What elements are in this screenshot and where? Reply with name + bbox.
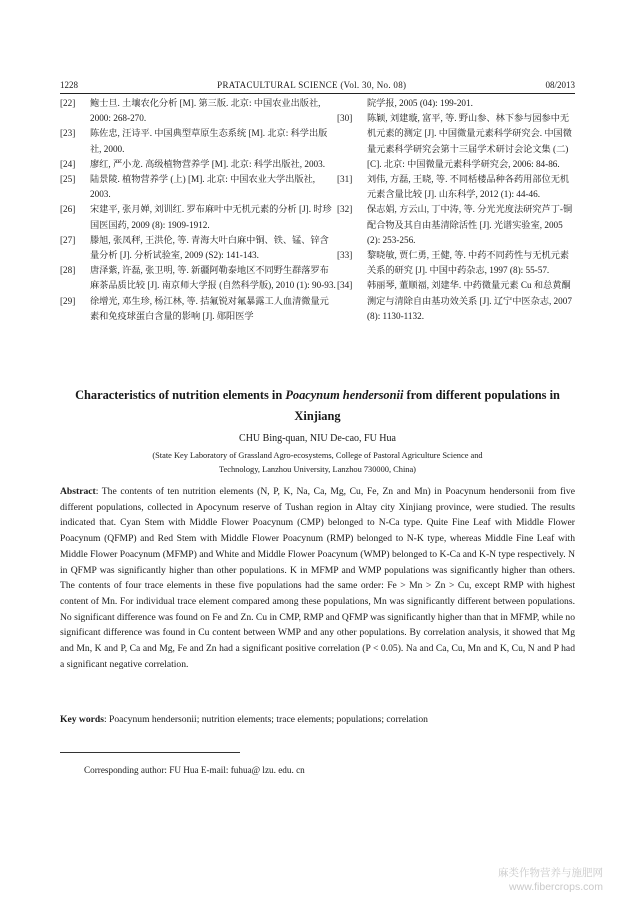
- page-number: 1228: [60, 80, 78, 90]
- reference-item: [26] 宋建平, 张月婵, 刘训红. 罗布麻叶中无机元素的分析 [J]. 时珍国医国药, 2009 (8): 1909-1912.: [60, 204, 332, 230]
- keywords-label: Key words: [60, 714, 104, 725]
- paper-title: Characteristics of nutrition elements in Poacynum hendersonii from different populations in Xinjiang: [75, 388, 560, 423]
- abstract: [60, 484, 575, 672]
- keywords: [60, 712, 575, 727]
- references-right-column: [337, 96, 575, 324]
- reference-item: [24] 廖红, 严小龙. 高级植物营养学 [M]. 北京: 科学出版社, 2003.: [60, 158, 326, 169]
- corresponding-author-note: Corresponding author: FU Hua E-mail: fuhua@ lzu. edu. cn: [84, 765, 305, 775]
- abstract-text: : The contents of ten nutrition elements (N, P, K, Na, Ca, Mg, Cu, Fe, Zn and Mn) in Poacynum hendersonii from five different populations, collected in Apocynum reserve of Tushan region in Altay city Xinjiang province, were studied. The results indicated that. Cyan Stem with Middle Flower Poacynum (CMP) belonged to N-Ca type. Quite Fine Leaf with Middle Flower Poacynum (QFMP) and Red Stem with Middle Flower Poacynum (RMP) belonged to N-K type, whereas Middle Fine Leaf with Middle Flower Poacynum (MFMP) and White and Middle Flower Poacynum (WMP) belonged to K-Ca and K-N type respectively. N in QFMP was significantly higher than other populations. K in MFMP and WMP populations was significantly higher than others. The contents of four trace elements in these five populations had the same order: Fe > Mn > Zn > Cu, except RMP with highest content of Mn. For individual trace element compared among these populations, Mn was significantly different between populations. No significant difference was found on Fe and Zn. Cu in CMP, RMP and QFMP was significantly higher than that in MFMP, while no significant difference was found in Cu content between WMP and any other populations. By correlation analysis, it showed that Mg and Mn, K and P, Ca and Mg, Fe and Zn had a significant positive correlation (P < 0.05). Na and Ca, Cu, Mn and K, Cu, N and P had a significant negative correlation.: [60, 486, 576, 670]
- running-header: [60, 79, 575, 91]
- reference-continuation: 院学报, 2005 (04): 199-201.: [367, 98, 473, 108]
- keywords-text: : Poacynum hendersonii; nutrition elements; trace elements; populations; correlation: [103, 714, 428, 725]
- references-left-column: [60, 96, 336, 324]
- reference-item: [29] 徐增光, 邓生珍, 杨江林, 等. 拮氟锐对氟暴露工人血清微量元素和免疫球蛋白含量的影响 [J]. 郧阳医学: [60, 295, 329, 321]
- reference-item: [28] 唐泽紫, 许磊, 张卫明, 等. 新疆阿勒泰地区不同野生群落罗布麻茶品质比较 [J]. 南京师大学报 (自然科学版), 2010 (1): 90-93.: [60, 265, 336, 291]
- reference-item: [33] 黎晓敏, 贾仁勇, 王健, 等. 中药不同药性与无机元素关系的研究 [J]. 中国中药杂志, 1997 (8): 55-57.: [337, 250, 570, 276]
- reference-item: [32] 保志娟, 方云山, 丁中涛, 等. 分光光度法研究芦丁-铜配合物及其自由基清除活性 [J]. 光谱实验室, 2005 (2): 253-256.: [337, 204, 573, 245]
- affiliation: (State Key Laboratory of Grassland Agro-ecosystems, College of Pastoral Agriculture Science and Technology, Lanzhou University, Lanzhou 730000, China): [152, 451, 483, 474]
- reference-item: [22] 鲍士旦. 土壤农化分析 [M]. 第三版. 北京: 中国农业出版社, 2000: 268-270.: [60, 98, 321, 124]
- reference-item: [25] 陆景陵. 植物营养学 (上) [M]. 北京: 中国农业大学出版社, 2003.: [60, 174, 316, 200]
- abstract-label: Abstract: [60, 486, 96, 497]
- reference-item: [31] 刘伟, 方磊, 王晓, 等. 不同栝楼品种各药用部位无机元素含量比较 [J]. 山东科学, 2012 (1): 44-46.: [337, 174, 570, 200]
- reference-item: [23] 陈佐忠, 汪诗平. 中国典型草原生态系统 [M]. 北京: 科学出版社, 2000.: [60, 128, 328, 154]
- title-species: Poacynum hendersonii: [285, 388, 404, 402]
- reference-item: [34] 韩丽琴, 董顺福, 刘建华. 中药微量元素 Cu 和总黄酮测定与清除自由基功效关系 [J]. 辽宁中医杂志, 2007 (8): 1130-1132.: [337, 280, 572, 321]
- footnote-rule: [60, 752, 240, 753]
- issue-date: 08/2013: [545, 80, 575, 90]
- reference-item: [30] 陈颖, 刘建璇, 富平, 等. 野山参、林下参与园参中无机元素的测定 [J]. 中国微量元素科学研究会. 中国微量元素科学研究会第十三届学术研讨会论文集 (二) [C]. 北京: 中国微量元素科学研究会, 2006: 84-86.: [337, 113, 572, 169]
- site-watermark: 麻类作物营养与施肥网 www.fibercrops.com: [498, 867, 603, 893]
- reference-item: [27] 滕旭, 张凤秤, 王洪伦, 等. 青海大叶白麻中铜、铁、锰、锌含量分析 [J]. 分析试验室, 2009 (S2): 141-143.: [60, 234, 329, 261]
- header-rule: [60, 93, 575, 94]
- author-list: CHU Bing-quan, NIU De-cao, FU Hua: [239, 433, 396, 444]
- journal-name: PRATACULTURAL SCIENCE (Vol. 30, No. 08): [217, 80, 407, 90]
